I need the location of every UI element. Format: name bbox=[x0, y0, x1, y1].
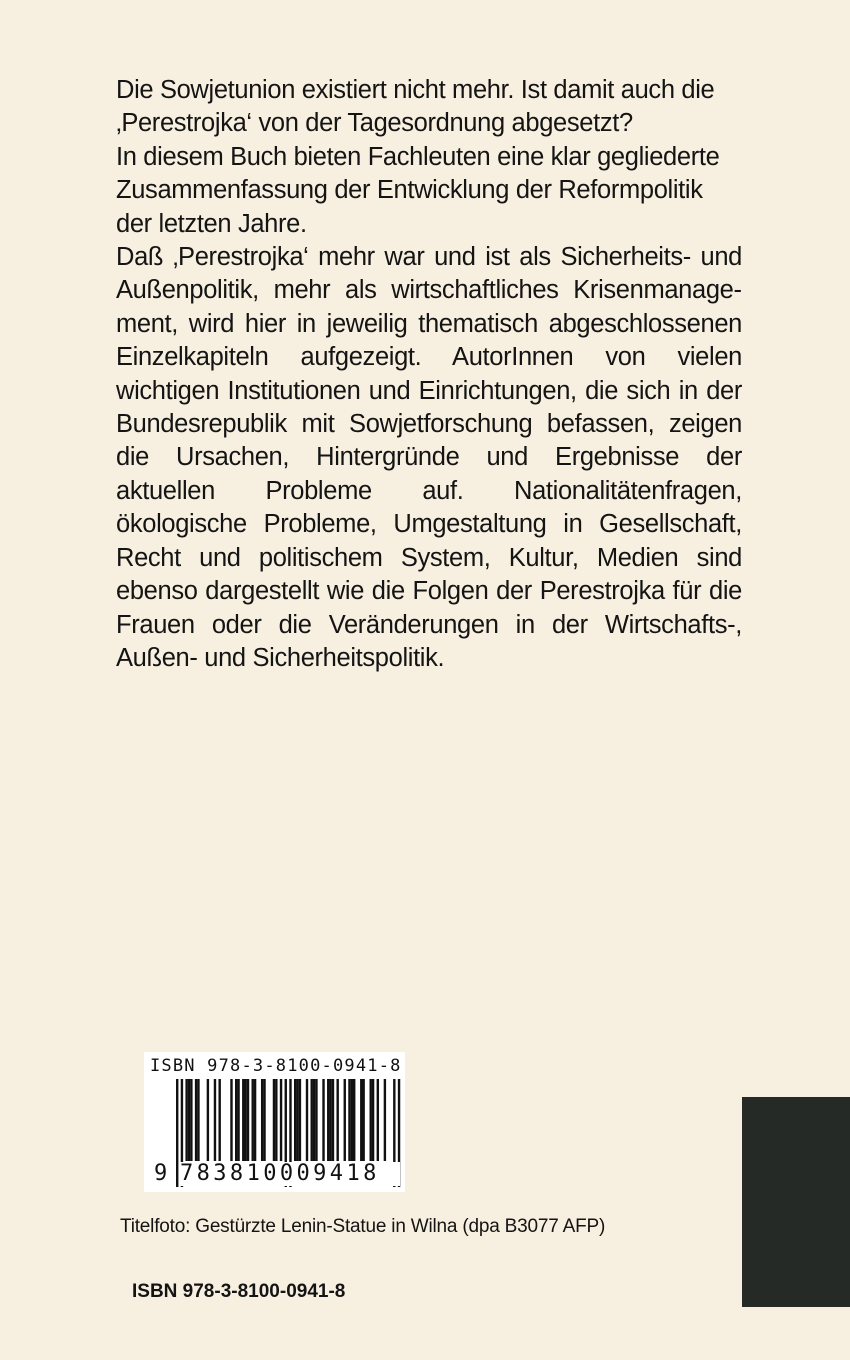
barcode-bar bbox=[273, 1079, 275, 1161]
barcode-bar bbox=[176, 1079, 178, 1187]
dark-cover-block bbox=[742, 1097, 850, 1307]
barcode-bar bbox=[280, 1079, 282, 1161]
barcode-bar bbox=[360, 1079, 362, 1161]
barcode-bar bbox=[190, 1079, 192, 1161]
barcode-bar bbox=[254, 1079, 256, 1161]
barcode-bar bbox=[214, 1079, 216, 1161]
barcode-lead-digit: 9 bbox=[154, 1161, 168, 1186]
barcode-bar bbox=[185, 1079, 187, 1161]
barcode-bar bbox=[237, 1079, 239, 1161]
barcode-digits: 783810009418 bbox=[180, 1162, 400, 1186]
blurb-paragraph-summary: In diesem Buch bieten Fachleuten eine klar gegliederte Zusammenfassung der Entwicklung der Reformpolitik der letzten Jahre. bbox=[116, 142, 720, 238]
barcode-bar bbox=[218, 1079, 220, 1161]
barcode-bar bbox=[362, 1079, 364, 1161]
barcode-bar bbox=[263, 1079, 265, 1161]
barcode-bar bbox=[306, 1079, 308, 1161]
barcode-bar bbox=[348, 1079, 350, 1161]
barcode-bar bbox=[370, 1079, 372, 1161]
isbn-number: ISBN 978-3-8100-0941-8 bbox=[132, 1281, 346, 1302]
barcode-bar bbox=[195, 1079, 197, 1161]
barcode-bar bbox=[384, 1079, 386, 1161]
barcode-bar bbox=[315, 1079, 317, 1161]
barcode-bar bbox=[242, 1079, 244, 1161]
blurb-paragraph-details: Daß ‚Perestrojka‘ mehr war und ist als Sicherheits- und Außenpolitik, mehr als wirtschaftliches Krisenmanagement, wird hier in jeweilig thematisch abgeschlossenen Einzelkapiteln aufgezeigt. AutorInnen von vielen wichtigen Institutionen und Einrichtungen, die sich in der Bundesrepublik mit Sowjetforschung befassen, zeigen die Ursachen, Hintergründe und Ergebnisse der aktuellen Probleme auf. Nationalitätenfragen, ökologische Probleme, Umgestaltung in Gesellschaft, Recht und politischem System, Kultur, Medien sind ebenso dargestellt wie die Folgen der Perestrojka für die Frauen oder die Veränderungen in der Wirtschafts-, Außen- und Sicherheitspolitik. bbox=[116, 243, 742, 672]
barcode-bar bbox=[327, 1079, 329, 1161]
barcode-bar bbox=[377, 1079, 379, 1161]
barcode-bar bbox=[261, 1079, 263, 1161]
barcode-bar bbox=[252, 1079, 254, 1161]
blurb-paragraph-intro: Die Sowjetunion existiert nicht mehr. Ist damit auch die ‚Perestrojka‘ von der Tagesordnung abgesetzt? bbox=[116, 76, 715, 138]
barcode-bar bbox=[353, 1079, 355, 1161]
barcode-isbn-text: ISBN 978-3-8100-0941-8 bbox=[150, 1056, 402, 1076]
barcode-bar bbox=[230, 1079, 232, 1161]
barcode-bar bbox=[329, 1079, 331, 1161]
barcode-bar bbox=[197, 1079, 199, 1161]
barcode-bar bbox=[311, 1079, 313, 1161]
barcode-bar bbox=[322, 1079, 324, 1161]
barcode-bar bbox=[188, 1079, 190, 1161]
barcode-bar bbox=[296, 1079, 298, 1161]
barcode-bar bbox=[244, 1079, 246, 1161]
barcode-bar bbox=[207, 1079, 209, 1161]
back-cover-blurb bbox=[116, 74, 742, 675]
barcode-bar bbox=[247, 1079, 249, 1161]
barcode-bar bbox=[275, 1079, 277, 1161]
barcode-label bbox=[144, 1052, 405, 1192]
barcode-bar bbox=[294, 1079, 296, 1161]
photo-credit: Titelfoto: Gestürzte Lenin-Statue in Wilna (dpa B3077 AFP) bbox=[120, 1216, 606, 1237]
barcode-bar bbox=[344, 1079, 346, 1161]
barcode-bar bbox=[313, 1079, 315, 1161]
barcode-bar bbox=[332, 1079, 334, 1161]
barcode-bar bbox=[299, 1079, 301, 1161]
barcode-bar bbox=[235, 1079, 237, 1161]
barcode-bar bbox=[351, 1079, 353, 1161]
barcode-bar bbox=[336, 1079, 338, 1161]
barcode-bar bbox=[372, 1079, 374, 1161]
